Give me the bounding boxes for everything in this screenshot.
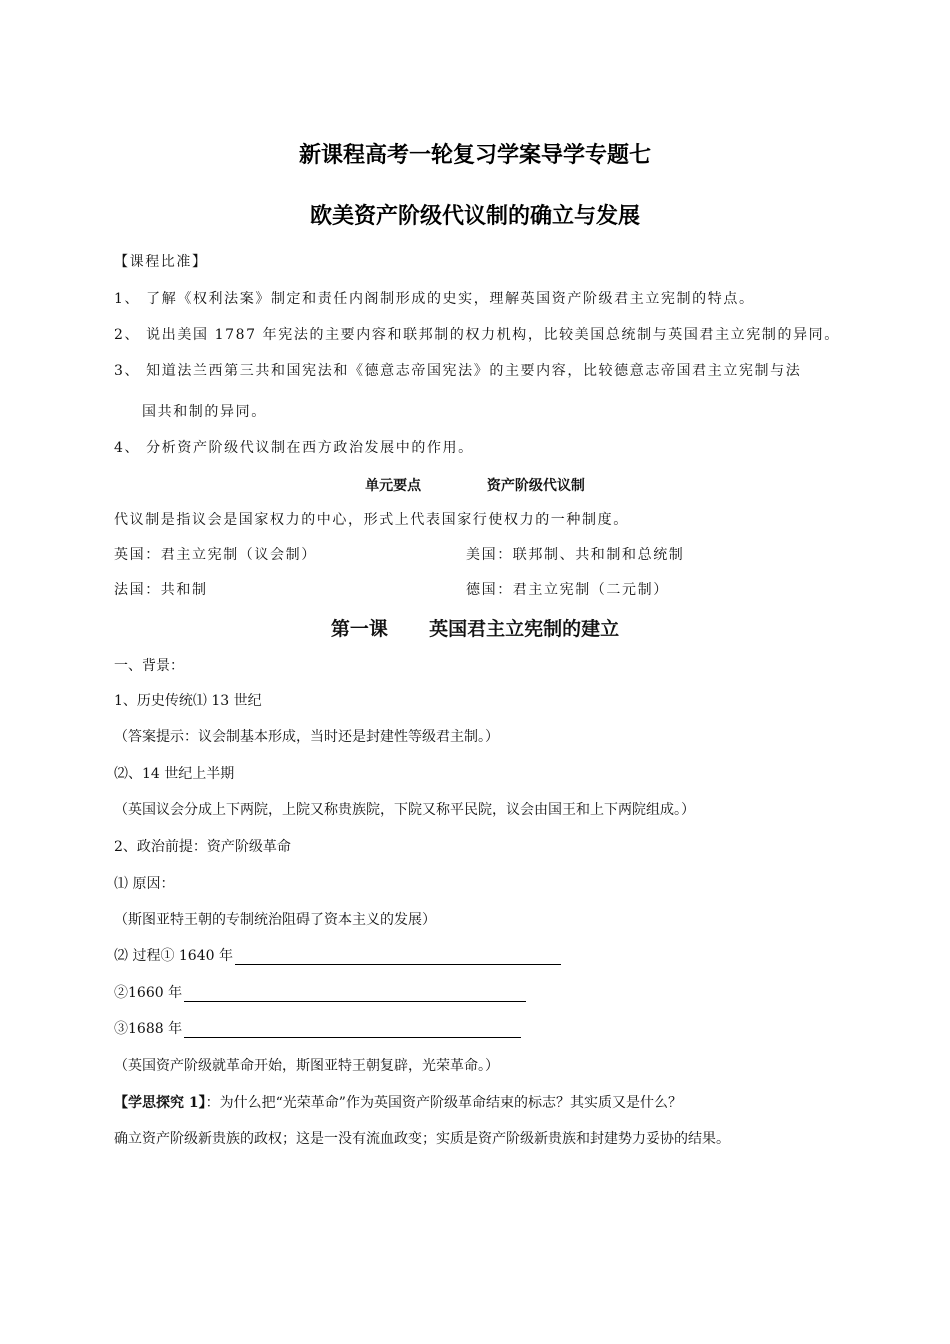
process-1640-label: ⑵ 过程① 1640 年 bbox=[114, 948, 233, 964]
fill-blank-1688[interactable] bbox=[184, 1023, 521, 1038]
unit-topic: 资产阶级代议制 bbox=[486, 478, 585, 494]
process-1688 bbox=[114, 1020, 521, 1038]
country-uk: 英国：君主立宪制（议会制） bbox=[114, 547, 317, 563]
curriculum-item-4: 4、 分析资产阶级代议制在西方政治发展中的作用。 bbox=[114, 440, 474, 456]
inquiry-answer: 确立资产阶级新贵族的政权；这是一没有流血政变；实质是资产阶级新贵族和封建势力妥协的结果。 bbox=[114, 1131, 730, 1147]
lesson-name: 英国君主立宪制的建立 bbox=[429, 618, 620, 640]
inquiry-question: ：为什么把“光荣革命”作为英国资产阶级革命结束的标志？其实质又是什么？ bbox=[205, 1095, 682, 1111]
country-de: 德国：君主立宪制（二元制） bbox=[466, 582, 669, 598]
political-premise: 2、政治前提：资产阶级革命 bbox=[114, 839, 291, 855]
cause-answer: （斯图亚特王朝的专制统治阻碍了资本主义的发展） bbox=[114, 912, 436, 928]
lesson-number: 第一课 bbox=[330, 618, 388, 640]
process-1640 bbox=[114, 947, 561, 965]
curriculum-item-2: 2、 说出美国 1787 年宪法的主要内容和联邦制的权力机构，比较美国总统制与英国君主立宪制的异同。 bbox=[114, 327, 840, 343]
document-title: 新课程高考一轮复习学案导学专题七 bbox=[298, 143, 651, 168]
curriculum-item-1: 1、 了解《权利法案》制定和责任内阁制形成的史实，理解英国资产阶级君主立宪制的特点。 bbox=[114, 291, 755, 307]
document-subtitle: 欧美资产阶级代议制的确立与发展 bbox=[309, 204, 640, 229]
century-14: ⑵、14 世纪上半期 bbox=[114, 766, 235, 782]
fill-blank-1640[interactable] bbox=[235, 950, 561, 965]
curriculum-item-3-continued: 国共和制的异同。 bbox=[142, 404, 267, 420]
lesson-title bbox=[0, 614, 950, 641]
inquiry-question-line bbox=[114, 1094, 682, 1112]
unit-heading bbox=[0, 475, 950, 495]
process-answer: （英国资产阶级就革命开始，斯图亚特王朝复辟，光荣革命。） bbox=[114, 1058, 499, 1074]
fill-blank-1660[interactable] bbox=[184, 987, 526, 1002]
process-1660 bbox=[114, 984, 526, 1002]
curriculum-heading: 【课程比准】 bbox=[114, 254, 208, 270]
answer-hint-2: （英国议会分成上下两院，上院又称贵族院，下院又称平民院，议会由国王和上下两院组成。） bbox=[114, 802, 695, 818]
unit-label: 单元要点 bbox=[365, 478, 422, 494]
process-1688-label: ③1688 年 bbox=[114, 1021, 183, 1037]
cause-heading: ⑴ 原因： bbox=[114, 876, 175, 892]
unit-definition: 代议制是指议会是国家权力的中心，形式上代表国家行使权力的一种制度。 bbox=[114, 512, 629, 528]
background-heading: 一、背景： bbox=[114, 658, 184, 674]
process-1660-label: ②1660 年 bbox=[114, 985, 183, 1001]
history-tradition: 1、历史传统⑴ 13 世纪 bbox=[114, 693, 262, 709]
country-us: 美国：联邦制、共和制和总统制 bbox=[466, 547, 685, 563]
answer-hint-1: （答案提示：议会制基本形成，当时还是封建性等级君主制。） bbox=[114, 729, 499, 745]
inquiry-label: 【学思探究 1】 bbox=[114, 1095, 206, 1111]
country-fr: 法国：共和制 bbox=[114, 582, 208, 598]
curriculum-item-3: 3、 知道法兰西第三共和国宪法和《德意志帝国宪法》的主要内容，比较德意志帝国君主立宪制与法 bbox=[114, 363, 802, 379]
